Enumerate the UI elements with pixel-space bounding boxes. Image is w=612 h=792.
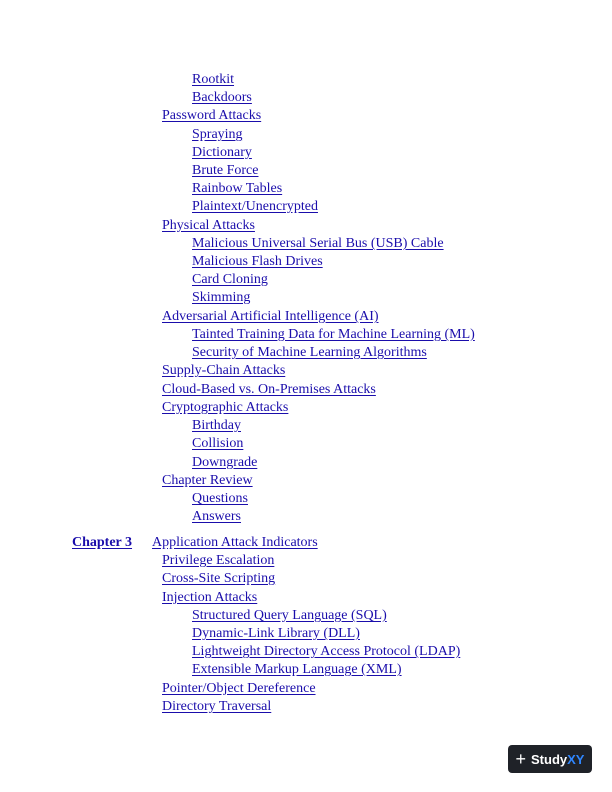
toc-entry-collision <box>192 436 243 452</box>
toc-link[interactable]: Malicious Flash Drives <box>192 254 323 269</box>
toc-entry-adversarial-ai <box>162 309 379 325</box>
toc-entry-ldap <box>192 644 460 660</box>
toc-entry-spraying <box>192 127 243 143</box>
toc-link[interactable]: Spraying <box>192 127 243 142</box>
toc-entry-brute-force <box>192 163 258 179</box>
toc-entry-privilege-escalation <box>162 553 274 569</box>
toc-entry-physical-attacks <box>162 218 255 234</box>
toc-link[interactable]: Supply-Chain Attacks <box>162 363 286 378</box>
toc-entry-cryptographic <box>162 400 288 416</box>
toc-link[interactable]: Pointer/Object Dereference <box>162 681 316 696</box>
toc-link[interactable]: Rainbow Tables <box>192 181 283 196</box>
toc-entry-skimming <box>192 290 250 306</box>
toc-entry-rainbow-tables <box>192 181 282 197</box>
chapter-title-link[interactable]: Application Attack Indicators <box>152 535 318 550</box>
toc-entry-rootkit <box>192 72 234 88</box>
toc-entry-flash-drives <box>192 254 323 270</box>
toc-entry-backdoors <box>192 90 252 106</box>
toc-entry-pointer-dereference <box>162 681 316 697</box>
toc-entry-xml <box>192 662 402 678</box>
toc-entry-cloud-vs-onprem <box>162 382 376 398</box>
toc-link[interactable]: Questions <box>192 491 248 506</box>
toc-link[interactable]: Card Cloning <box>192 272 268 287</box>
toc-link[interactable]: Backdoors <box>192 90 252 105</box>
toc-link[interactable]: Plaintext/Unencrypted <box>192 199 318 214</box>
toc-entry-downgrade <box>192 455 257 471</box>
toc-link[interactable]: Security of Machine Learning Algorithms <box>192 345 427 360</box>
toc-entry-tainted-data <box>192 327 475 343</box>
toc-entry-injection-attacks <box>162 590 257 606</box>
toc-entry-usb-cable <box>192 236 444 252</box>
toc-link[interactable]: Injection Attacks <box>162 590 258 605</box>
toc-link[interactable]: Extensible Markup Language (XML) <box>192 662 402 677</box>
toc-link[interactable]: Brute Force <box>192 163 259 178</box>
chapter-number-link[interactable]: Chapter 3 <box>72 535 133 550</box>
toc-link[interactable]: Dictionary <box>192 145 252 160</box>
toc-link[interactable]: Directory Traversal <box>162 699 272 714</box>
toc-entry-sql <box>192 608 387 624</box>
chapter-heading <box>72 535 318 551</box>
toc-entry-xss <box>162 571 275 587</box>
toc-link[interactable]: Answers <box>192 509 241 524</box>
toc-link[interactable]: Collision <box>192 436 244 451</box>
toc-link[interactable]: Dynamic-Link Library (DLL) <box>192 626 360 641</box>
toc-link[interactable]: Chapter Review <box>162 473 253 488</box>
toc-link[interactable]: Cryptographic Attacks <box>162 400 289 415</box>
toc-link[interactable]: Cross-Site Scripting <box>162 571 276 586</box>
toc-entry-dll <box>192 626 360 642</box>
toc-entry-supply-chain <box>162 363 285 379</box>
toc-link[interactable]: Rootkit <box>192 72 235 87</box>
toc-link[interactable]: Privilege Escalation <box>162 553 275 568</box>
toc-link[interactable]: Lightweight Directory Access Protocol (LDAP) <box>192 644 461 659</box>
toc-link[interactable]: Tainted Training Data for Machine Learning (ML) <box>192 327 475 342</box>
toc-link[interactable]: Skimming <box>192 290 251 305</box>
brand-logo: StudyXY <box>531 751 585 767</box>
toc-entry-questions <box>192 491 248 507</box>
toc-link[interactable]: Malicious Universal Serial Bus (USB) Cable <box>192 236 444 251</box>
toc-entry-birthday <box>192 418 241 434</box>
toc-entry-ml-security <box>192 345 427 361</box>
toc-link[interactable]: Physical Attacks <box>162 218 255 233</box>
toc-link[interactable]: Cloud-Based vs. On-Premises Attacks <box>162 382 376 397</box>
toc-entry-chapter-review <box>162 473 253 489</box>
toc-entry-plaintext <box>192 199 318 215</box>
toc-link[interactable]: Downgrade <box>192 455 258 470</box>
toc-entry-answers <box>192 509 241 525</box>
toc-entry-card-cloning <box>192 272 268 288</box>
toc-link[interactable]: Birthday <box>192 418 241 433</box>
toc-link[interactable]: Adversarial Artificial Intelligence (AI) <box>162 309 379 324</box>
toc-entry-dictionary <box>192 145 252 161</box>
toc-link[interactable]: Structured Query Language (SQL) <box>192 608 387 623</box>
toc-entry-password-attacks <box>162 108 261 124</box>
studyxy-badge[interactable] <box>508 745 592 773</box>
toc-entry-directory-traversal <box>162 699 271 715</box>
plus-icon: + <box>515 749 527 769</box>
toc-link[interactable]: Password Attacks <box>162 108 262 123</box>
